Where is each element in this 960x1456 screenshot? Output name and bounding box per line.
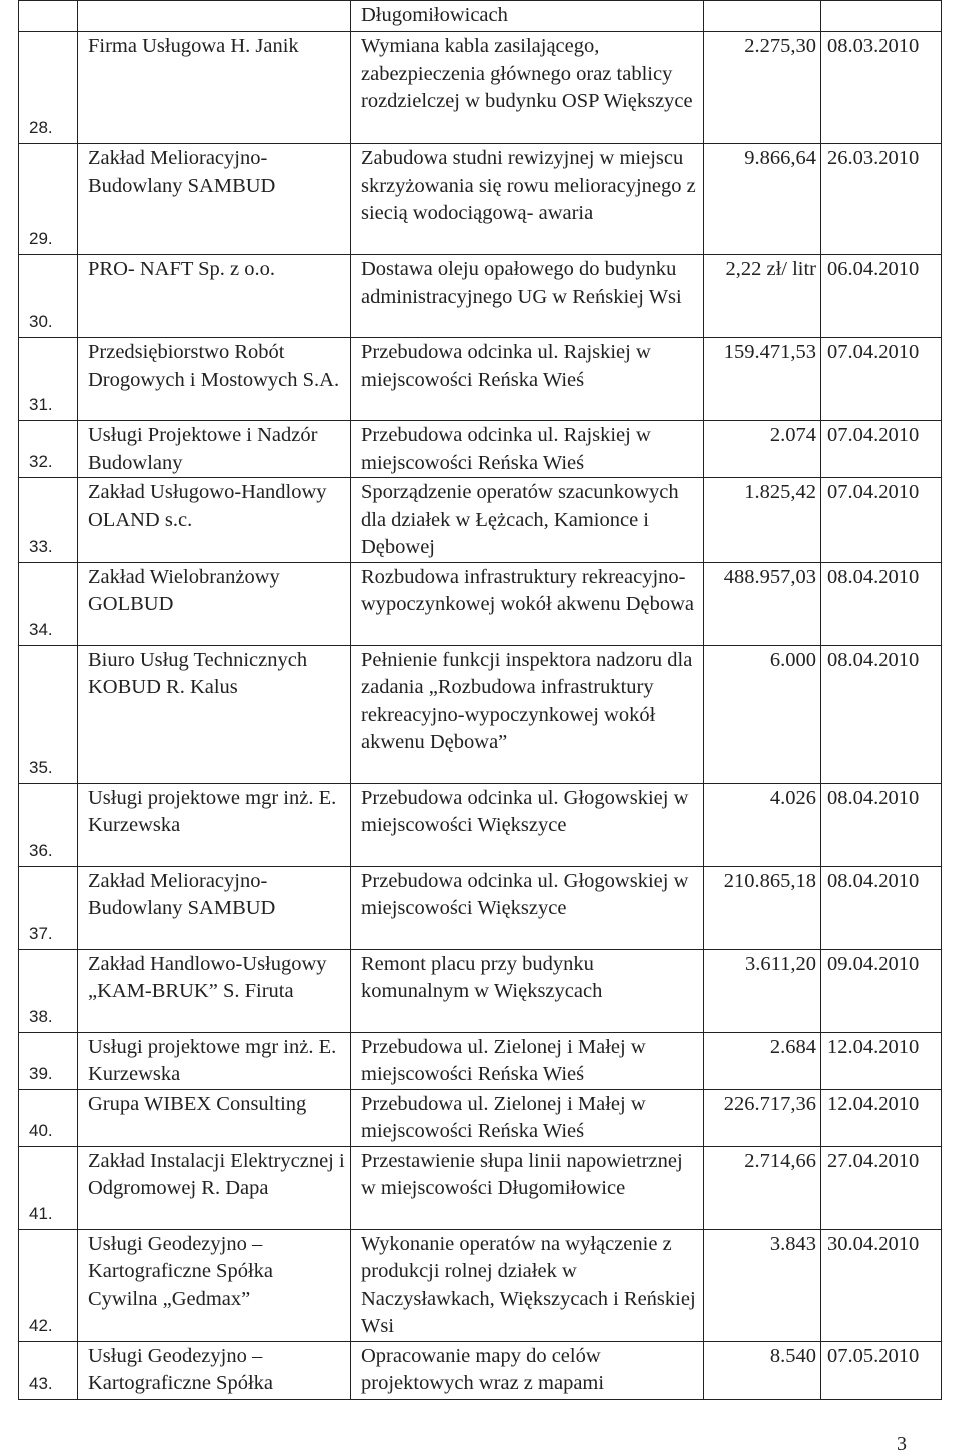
page-number: 3 (897, 1433, 907, 1455)
contractor-name: Zakład Melioracyjno-Budowlany SAMBUD (78, 866, 351, 949)
date: 08.04.2010 (821, 645, 942, 783)
row-number: 32. (19, 421, 78, 478)
date: 07.04.2010 (821, 421, 942, 478)
row-number (19, 1, 78, 32)
row-number: 40. (19, 1089, 78, 1146)
table-row (19, 1146, 942, 1229)
contractor-name: Zakład Melioracyjno-Budowlany SAMBUD (78, 144, 351, 255)
row-number: 41. (19, 1146, 78, 1229)
date: 27.04.2010 (821, 1146, 942, 1229)
date: 12.04.2010 (821, 1032, 942, 1089)
amount: 2.275,30 (704, 32, 821, 144)
row-number: 42. (19, 1229, 78, 1341)
contractor-name: Zakład Wielobranżowy GOLBUD (78, 562, 351, 645)
contractor-name: Zakład Instalacji Elektrycznej i Odgromowej R. Dapa (78, 1146, 351, 1229)
work-description: Rozbudowa infrastruktury rekreacyjno-wypoczynkowej wokół akwenu Dębowa (351, 562, 704, 645)
row-number: 37. (19, 866, 78, 949)
work-description: Wymiana kabla zasilającego, zabezpieczenia głównego oraz tablicy rozdzielczej w budynku OSP Większyce (351, 32, 704, 144)
table-row (19, 783, 942, 866)
amount: 2.684 (704, 1032, 821, 1089)
amount: 3.611,20 (704, 949, 821, 1032)
work-description: Wykonanie operatów na wyłączenie z produkcji rolnej działek w Naczysławkach, Większycach i Reńskiej Wsi (351, 1229, 704, 1341)
row-number: 43. (19, 1341, 78, 1399)
contracts-table (18, 0, 942, 1400)
amount: 2.074 (704, 421, 821, 478)
row-number: 39. (19, 1032, 78, 1089)
amount: 4.026 (704, 783, 821, 866)
row-number: 35. (19, 645, 78, 783)
amount (704, 1, 821, 32)
table-row (19, 1, 942, 32)
contractor-name: Przedsiębiorstwo Robót Drogowych i Mostowych S.A. (78, 338, 351, 421)
table-row (19, 421, 942, 478)
contracts-table-body (19, 1, 942, 1400)
contractor-name: Grupa WIBEX Consulting (78, 1089, 351, 1146)
date: 07.04.2010 (821, 478, 942, 563)
table-row (19, 949, 942, 1032)
work-description: Przebudowa ul. Zielonej i Małej w miejscowości Reńska Wieś (351, 1089, 704, 1146)
row-number: 30. (19, 255, 78, 338)
table-row (19, 1032, 942, 1089)
contractor-name: Firma Usługowa H. Janik (78, 32, 351, 144)
amount: 9.866,64 (704, 144, 821, 255)
contractor-name: Zakład Handlowo-Usługowy „KAM-BRUK” S. Firuta (78, 949, 351, 1032)
row-number: 38. (19, 949, 78, 1032)
contractor-name: Usługi projektowe mgr inż. E. Kurzewska (78, 783, 351, 866)
work-description: Dostawa oleju opałowego do budynku administracyjnego UG w Reńskiej Wsi (351, 255, 704, 338)
work-description: Sporządzenie operatów szacunkowych dla działek w Łężcach, Kamionce i Dębowej (351, 478, 704, 563)
work-description: Przebudowa odcinka ul. Rajskiej w miejscowości Reńska Wieś (351, 338, 704, 421)
date: 12.04.2010 (821, 1089, 942, 1146)
table-row (19, 144, 942, 255)
amount: 8.540 (704, 1341, 821, 1399)
table-row (19, 255, 942, 338)
table-row (19, 478, 942, 563)
contractor-name: Usługi Geodezyjno – Kartograficzne Spółka (78, 1341, 351, 1399)
contractor-name: Usługi Projektowe i Nadzór Budowlany (78, 421, 351, 478)
row-number: 28. (19, 32, 78, 144)
work-description: Przebudowa odcinka ul. Głogowskiej w miejscowości Większyce (351, 783, 704, 866)
row-number: 31. (19, 338, 78, 421)
date (821, 1, 942, 32)
row-number: 29. (19, 144, 78, 255)
amount: 3.843 (704, 1229, 821, 1341)
contractor-name: Zakład Usługowo-Handlowy OLAND s.c. (78, 478, 351, 563)
amount: 1.825,42 (704, 478, 821, 563)
amount: 2.714,66 (704, 1146, 821, 1229)
work-description: Przestawienie słupa linii napowietrznej w miejscowości Długomiłowice (351, 1146, 704, 1229)
work-description: Opracowanie mapy do celów projektowych wraz z mapami (351, 1341, 704, 1399)
table-row (19, 1229, 942, 1341)
row-number: 33. (19, 478, 78, 563)
work-description: Przebudowa odcinka ul. Głogowskiej w miejscowości Większyce (351, 866, 704, 949)
work-description: Remont placu przy budynku komunalnym w Większycach (351, 949, 704, 1032)
table-row (19, 32, 942, 144)
amount: 210.865,18 (704, 866, 821, 949)
date: 08.04.2010 (821, 783, 942, 866)
amount: 226.717,36 (704, 1089, 821, 1146)
date: 26.03.2010 (821, 144, 942, 255)
table-row (19, 1089, 942, 1146)
work-description: Przebudowa ul. Zielonej i Małej w miejscowości Reńska Wieś (351, 1032, 704, 1089)
date: 07.05.2010 (821, 1341, 942, 1399)
contractor-name: PRO- NAFT Sp. z o.o. (78, 255, 351, 338)
date: 30.04.2010 (821, 1229, 942, 1341)
work-description: Pełnienie funkcji inspektora nadzoru dla zadania „Rozbudowa infrastruktury rekreacyjno-wypoczynkowej wokół akwenu Dębowa” (351, 645, 704, 783)
table-row (19, 1341, 942, 1399)
work-description: Długomiłowicach (351, 1, 704, 32)
amount: 2,22 zł/ litr (704, 255, 821, 338)
work-description: Przebudowa odcinka ul. Rajskiej w miejscowości Reńska Wieś (351, 421, 704, 478)
table-row (19, 866, 942, 949)
table-row (19, 645, 942, 783)
date: 07.04.2010 (821, 338, 942, 421)
contractor-name: Usługi Geodezyjno – Kartograficzne Spółka Cywilna „Gedmax” (78, 1229, 351, 1341)
contractor-name: Biuro Usług Technicznych KOBUD R. Kalus (78, 645, 351, 783)
row-number: 36. (19, 783, 78, 866)
amount: 159.471,53 (704, 338, 821, 421)
work-description: Zabudowa studni rewizyjnej w miejscu skrzyżowania się rowu melioracyjnego z siecią wodociągową- awaria (351, 144, 704, 255)
row-number: 34. (19, 562, 78, 645)
amount: 6.000 (704, 645, 821, 783)
amount: 488.957,03 (704, 562, 821, 645)
table-row (19, 338, 942, 421)
date: 08.03.2010 (821, 32, 942, 144)
contractor-name: Usługi projektowe mgr inż. E. Kurzewska (78, 1032, 351, 1089)
date: 09.04.2010 (821, 949, 942, 1032)
contractor-name (78, 1, 351, 32)
date: 08.04.2010 (821, 562, 942, 645)
date: 08.04.2010 (821, 866, 942, 949)
date: 06.04.2010 (821, 255, 942, 338)
table-row (19, 562, 942, 645)
